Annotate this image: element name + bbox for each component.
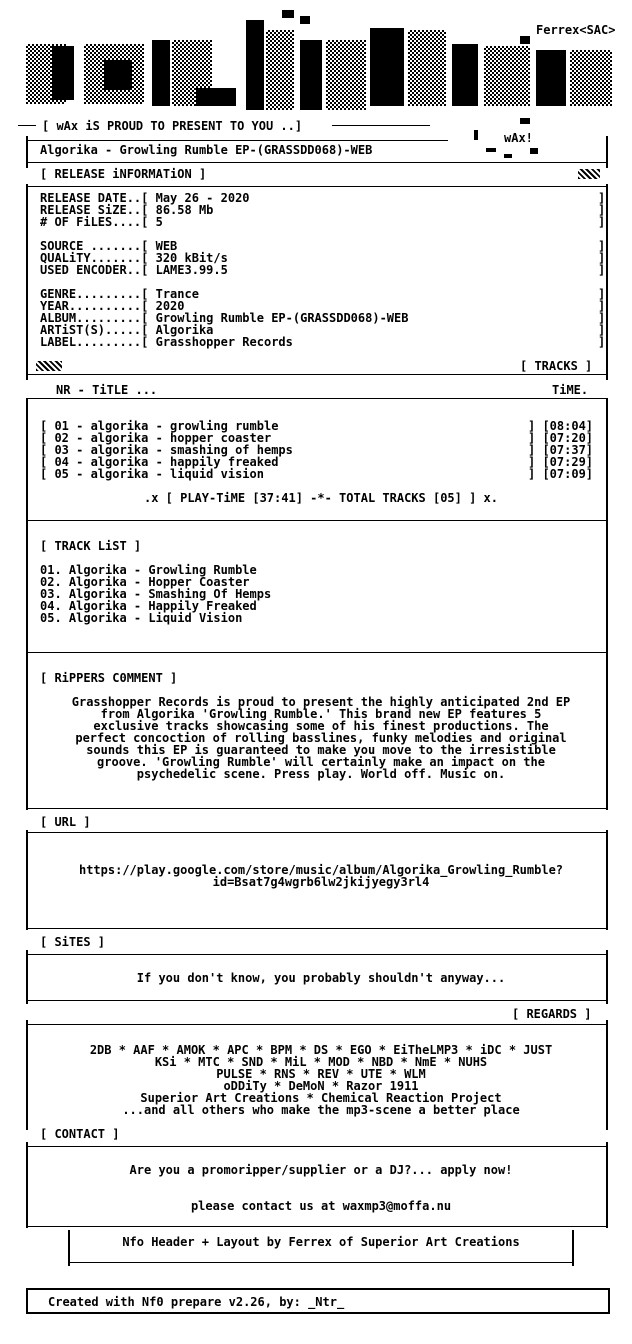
comment-line: from Algorika 'Growling Rumble.' This brand new EP features 5	[100, 707, 542, 721]
ascii-credit: Ferrex<SAC>	[536, 23, 616, 37]
border	[28, 928, 606, 929]
tracks-header-nr: NR - TiTLE ...	[56, 383, 158, 397]
info-key: YEAR..........[	[40, 299, 149, 313]
section-heading-contact: [ CONTACT ]	[40, 1127, 120, 1141]
info-key: RELEASE SiZE..[	[40, 203, 149, 217]
track-time: ] [07:37]	[528, 443, 594, 457]
right-brackets: ] ] ] ] ] ] ] ] ] ] ]	[598, 191, 606, 349]
layout-credit: Nfo Header + Layout by Ferrex of Superior Art Creations	[122, 1235, 520, 1249]
list-item: 03. Algorika - Smashing Of Hemps	[40, 587, 272, 601]
info-value: Growling Rumble EP-(GRASSDD068)-WEB	[155, 311, 409, 325]
section-heading-regards: [ REGARDS ]	[512, 1007, 592, 1021]
regards-line: 2DB * AAF * AMOK * APC * BPM * DS * EGO * EiTheLMP3 * iDC * JUST	[89, 1043, 553, 1057]
track-title: [ 04 - algorika - happily freaked	[40, 455, 279, 469]
track-time: ] [07:20]	[528, 431, 594, 445]
group-tag: wAx!	[504, 131, 533, 145]
tracks-label: [ TRACKS ]	[520, 359, 593, 373]
comment-line: perfect concoction of rolling basslines, funky melodies and original	[75, 731, 567, 745]
border	[606, 136, 608, 168]
playtime-summary: .x [ PLAY-TiME [37:41] -*- TOTAL TRACKS [05] ] x.	[143, 491, 498, 505]
border	[26, 184, 28, 380]
border	[70, 1262, 572, 1263]
border	[26, 830, 28, 930]
section-heading-comment: [ RiPPERS C0MMENT ]	[40, 671, 178, 685]
regards-line: PULSE * RNS * REV * UTE * WLM	[216, 1067, 426, 1081]
border	[26, 398, 28, 810]
border	[28, 652, 606, 653]
info-key: QUALiTY.......[	[40, 251, 149, 265]
track-time: ] [07:09]	[528, 467, 594, 481]
border	[606, 184, 608, 380]
album-url-link[interactable]: https://play.google.com/store/music/album/Algorika_Growling_Rumble?	[78, 863, 564, 877]
info-value: Grasshopper Records	[155, 335, 293, 349]
info-value: 2020	[155, 299, 185, 313]
info-key: ARTiST(S).....[	[40, 323, 149, 337]
comment-line: groove. 'Growling Rumble' will certainly make an impact on the	[97, 755, 545, 769]
contact-email[interactable]: please contact us at waxmp3@moffa.nu	[190, 1199, 452, 1213]
border	[28, 520, 606, 521]
divider	[332, 125, 430, 126]
info-key: USED ENCODER..[	[40, 263, 149, 277]
divider	[18, 125, 36, 126]
list-item: 05. Algorika - Liquid Vision	[40, 611, 243, 625]
info-value: 86.58 Mb	[155, 203, 214, 217]
border	[28, 186, 606, 187]
info-key: LABEL.........[	[40, 335, 149, 349]
info-key: ALBUM.........[	[40, 311, 149, 325]
border	[26, 1142, 28, 1228]
regards-line: oDDiTy * DeMoN * Razor 1911	[223, 1079, 419, 1093]
border	[28, 1000, 606, 1001]
regards-line: ...and all others who make the mp3-scene a better place	[122, 1103, 520, 1117]
track-title: [ 03 - algorika - smashing of hemps	[40, 443, 293, 457]
created-with-text: Created with Nf0 prepare v2.26, by: _Ntr_	[48, 1295, 345, 1309]
regards-line: KSi * MTC * SND * MiL * MOD * NBD * NmE * NUHS	[154, 1055, 488, 1069]
list-item: 01. Algorika - Growling Rumble	[40, 563, 257, 577]
sites-text: If you don't know, you probably shouldn't anyway...	[136, 971, 506, 985]
border	[28, 954, 606, 955]
border	[28, 1024, 606, 1025]
section-heading-sites: [ SiTES ]	[40, 935, 106, 949]
info-key: RELEASE DATE..[	[40, 191, 149, 205]
track-title: [ 05 - algorika - liquid vision	[40, 467, 264, 481]
info-value: WEB	[155, 239, 178, 253]
info-value: Algorika	[155, 323, 214, 337]
section-heading-url: [ URL ]	[40, 815, 91, 829]
border	[26, 1020, 28, 1130]
border	[28, 374, 606, 375]
shade-bar	[578, 169, 600, 179]
present-banner: [ wAx iS PROUD TO PRESENT TO YOU ..]	[42, 119, 303, 133]
info-value: LAME3.99.5	[155, 263, 228, 277]
section-heading-release-info: [ RELEASE iNFORMATiON ]	[40, 167, 207, 181]
track-time: ] [07:29]	[528, 455, 594, 469]
tracks-header-time: TiME.	[552, 383, 589, 397]
border	[28, 140, 448, 141]
release-title: Algorika - Growling Rumble EP-(GRASSDD068)-WEB	[40, 143, 373, 157]
contact-line: Are you a promoripper/supplier or a DJ?... apply now!	[129, 1163, 513, 1177]
info-value: 320 kBit/s	[155, 251, 228, 265]
ascii-logo	[0, 0, 632, 120]
track-title: [ 01 - algorika - growling rumble	[40, 419, 279, 433]
track-title: [ 02 - algorika - hopper coaster	[40, 431, 272, 445]
info-row	[40, 216, 163, 228]
list-item: 02. Algorika - Hopper Coaster	[40, 575, 250, 589]
comment-line: sounds this EP is guaranteed to make you move to the irresistible	[86, 743, 556, 757]
border	[606, 1142, 608, 1228]
border	[26, 950, 28, 1004]
border	[28, 1146, 606, 1147]
info-value: 5	[155, 215, 163, 229]
list-item: 04. Algorika - Happily Freaked	[40, 599, 257, 613]
border	[28, 808, 606, 809]
border	[28, 162, 606, 163]
info-value: May 26 - 2020	[155, 191, 250, 205]
comment-line: psychedelic scene. Press play. World off. Music on.	[136, 767, 506, 781]
track-row	[40, 468, 264, 480]
info-key: GENRE.........[	[40, 287, 149, 301]
border	[28, 1226, 606, 1227]
info-row	[40, 336, 293, 348]
shade-bar	[36, 361, 62, 371]
info-row	[40, 264, 228, 276]
comment-line: Grasshopper Records is proud to present the highly anticipated 2nd EP	[71, 695, 571, 709]
regards-line: Superior Art Creations * Chemical Reaction Project	[140, 1091, 502, 1105]
section-heading-track-list: [ TRACK LiST ]	[40, 539, 142, 553]
album-url-link-cont[interactable]: id=Bsat7g4wgrb6lw2jkijyegy3rl4	[212, 875, 430, 889]
track-time: ] [08:04]	[528, 419, 594, 433]
border	[28, 832, 606, 833]
comment-line: exclusive tracks showcasing some of his finest productions. The	[93, 719, 549, 733]
info-key: SOURCE .......[	[40, 239, 149, 253]
border	[28, 398, 606, 399]
info-value: Trance	[155, 287, 199, 301]
info-key: # OF FiLES....[	[40, 215, 149, 229]
